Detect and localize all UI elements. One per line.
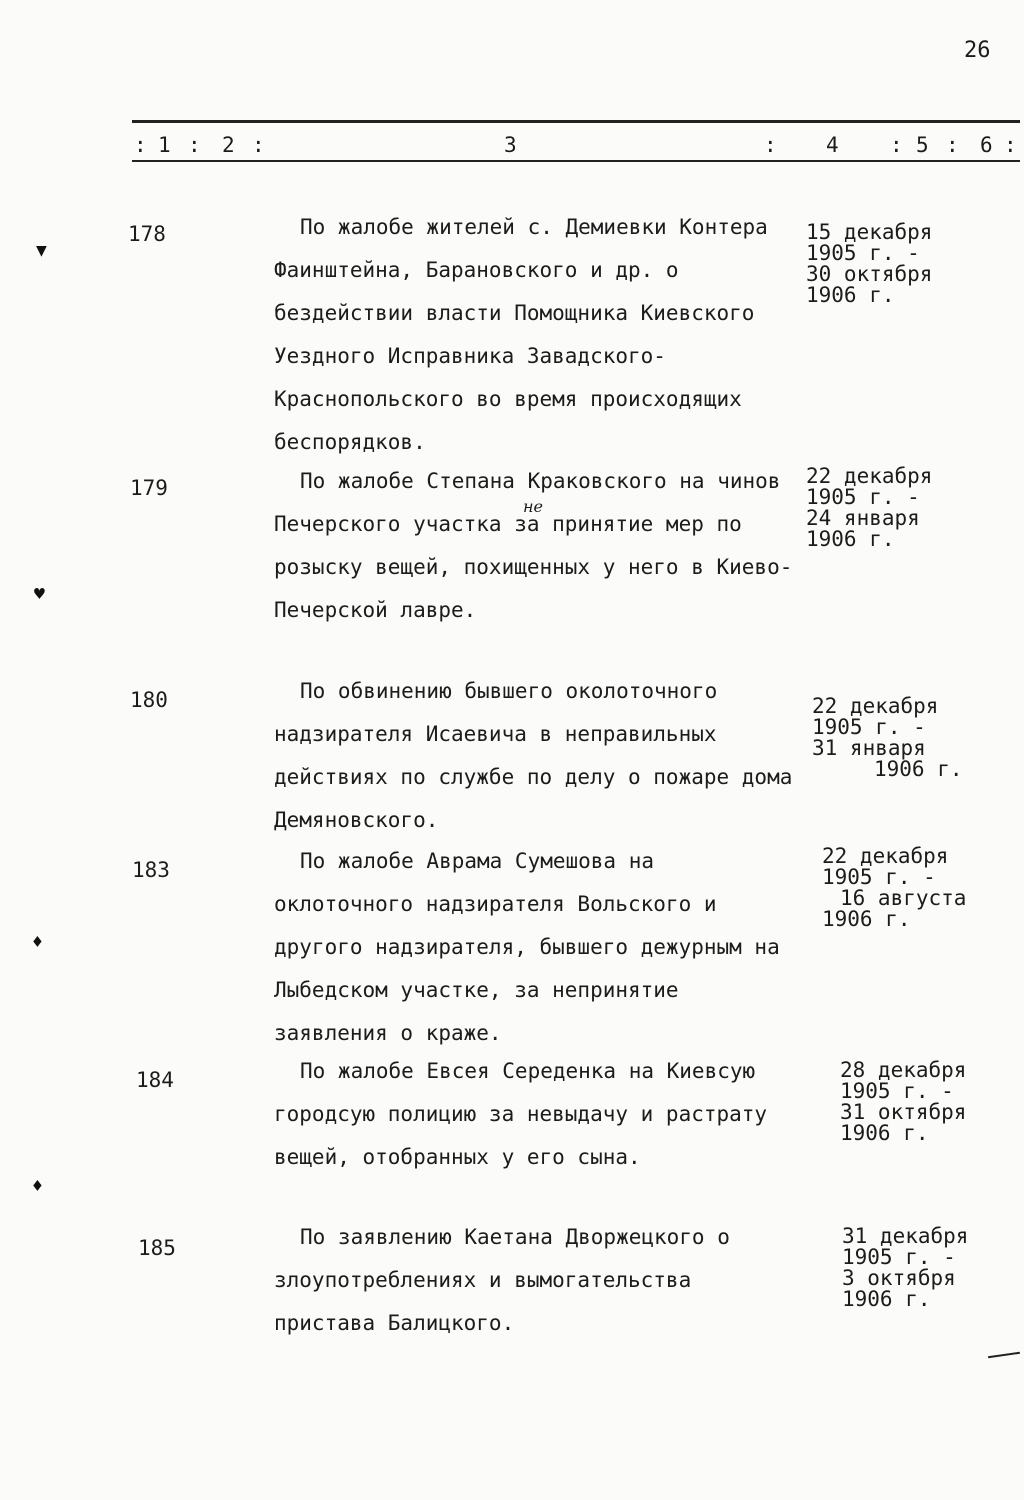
header-col-5: 5 <box>916 133 929 157</box>
date-start: 15 декабря <box>806 220 933 244</box>
date-end-year: 1906 г. <box>842 1287 931 1311</box>
header-sep: : <box>134 133 147 157</box>
entry-number: 179 <box>130 476 168 500</box>
page-number: 26 <box>964 38 991 63</box>
entry-number: 185 <box>138 1236 176 1260</box>
date-start-year: 1905 г. - <box>806 241 920 265</box>
header-col-6: 6 <box>980 133 993 157</box>
entry-description: По жалобе Аврама Сумешова на оклоточного надзирателя Вольского и другого надзирателя, бывшего дежурным на Лыбедском участке, за непринятие заявления о краже. <box>274 849 780 1045</box>
date-start: 22 декабря <box>806 464 933 488</box>
entry-description: По заявлению Каетана Дворжецкого о злоупотреблениях и вымогательства пристава Балицкого. <box>274 1225 730 1335</box>
header-col-1: 1 <box>158 133 171 157</box>
binding-hole-mark: ▼ <box>36 240 47 261</box>
entry-description: По жалобе жителей с. Демиевки Контера Фаинштейна, Барановского и др. о бездействии власти Помощника Киевского Уездного Исправника Завадского-Краснопольского во время происходящих беспорядков. <box>274 215 768 454</box>
date-end: 31 января <box>812 736 926 760</box>
date-start-year: 1905 г. - <box>806 485 920 509</box>
entry-dates <box>806 466 932 550</box>
header-col-4: 4 <box>826 133 839 157</box>
entry-dates <box>822 846 966 930</box>
date-end: 16 августа <box>840 886 967 910</box>
date-start-year: 1905 г. - <box>842 1245 956 1269</box>
entry-description: По жалобе Евсея Середенка на Киевсую городсую полицию за невыдачу и растрату вещей, отобранных у его сына. <box>274 1059 768 1169</box>
header-sep: : <box>946 133 959 157</box>
date-end-year: 1906 г. <box>822 907 911 931</box>
header-col-2: 2 <box>222 133 235 157</box>
date-start: 22 декабря <box>812 694 939 718</box>
header-rule-top <box>132 120 1020 123</box>
binding-hole-mark: ♥ <box>34 584 45 605</box>
date-start-year: 1905 г. - <box>812 715 926 739</box>
entry-number: 183 <box>132 858 170 882</box>
date-start: 22 декабря <box>822 844 949 868</box>
header-sep: : <box>1004 133 1017 157</box>
date-start: 31 декабря <box>842 1224 969 1248</box>
header-rule-bottom <box>132 160 1020 162</box>
date-end: 3 октября <box>842 1266 956 1290</box>
date-end-year: 1906 г. <box>806 283 895 307</box>
entry-number: 180 <box>130 688 168 712</box>
header-sep: : <box>188 133 201 157</box>
header-sep: : <box>890 133 903 157</box>
entry-number: 184 <box>136 1068 174 1092</box>
header-col-3: 3 <box>504 133 517 157</box>
margin-pencil-mark <box>988 1352 1020 1358</box>
date-end-year: 1906 г. <box>874 757 963 781</box>
date-start: 28 декабря <box>840 1058 967 1082</box>
entry-description: По жалобе Степана Краковского на чинов Печерского участка за принятие мер по розыску вещей, похищенных у него в Киево-Печерской лавре. <box>274 469 793 622</box>
entry-dates <box>840 1060 966 1144</box>
date-start-year: 1905 г. - <box>822 865 936 889</box>
date-end: 31 октября <box>840 1100 967 1124</box>
entry-dates <box>812 696 963 780</box>
entry-number: 178 <box>128 222 166 246</box>
handwritten-insertion: не <box>523 497 544 516</box>
date-end: 30 октября <box>806 262 933 286</box>
date-end: 24 января <box>806 506 920 530</box>
header-sep: : <box>764 133 777 157</box>
date-end-year: 1906 г. <box>840 1121 929 1145</box>
date-start-year: 1905 г. - <box>840 1079 954 1103</box>
header-sep: : <box>252 133 265 157</box>
binding-hole-mark: ♦ <box>32 1176 43 1197</box>
entry-dates <box>806 222 932 306</box>
date-end-year: 1906 г. <box>806 527 895 551</box>
entry-dates <box>842 1226 968 1310</box>
binding-hole-mark: ♦ <box>32 932 43 953</box>
entry-description: По обвинению бывшего околоточного надзирателя Исаевича в неправильных действиях по службе по делу о пожаре дома Демяновского. <box>274 679 793 832</box>
